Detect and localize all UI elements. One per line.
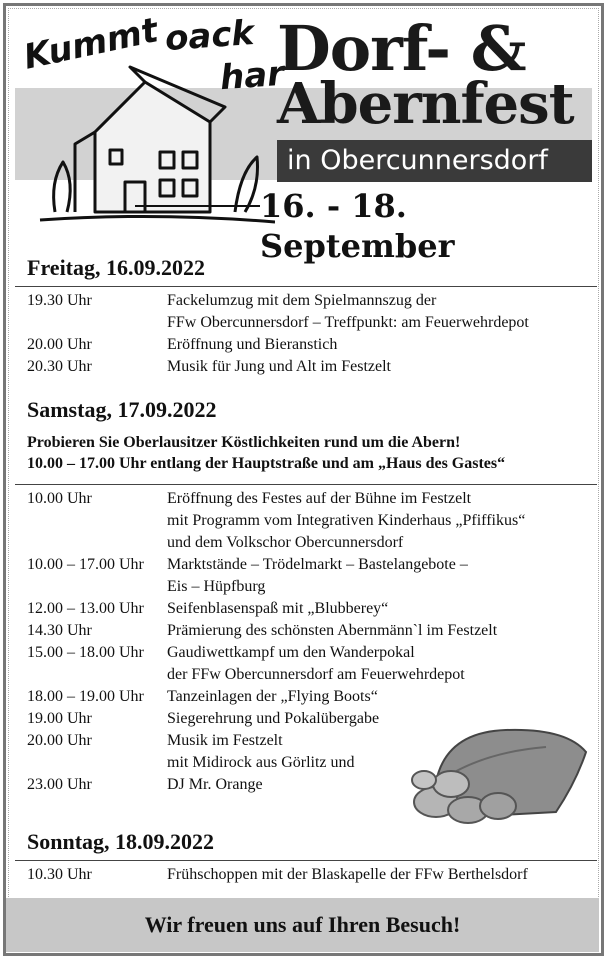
row-text: Tanzeinlagen der „Flying Boots“ xyxy=(167,688,378,705)
date-underline xyxy=(135,205,260,207)
row-text: Fackelumzug mit dem Spielmannszug der xyxy=(167,292,437,309)
row-text: Gaudiwettkampf um den Wanderpokal xyxy=(167,644,415,661)
row-text: FFw Obercunnersdorf – Treffpunkt: am Feuerwehrdepot xyxy=(167,314,529,331)
row-text: Seifenblasenspaß mit „Blubberey“ xyxy=(167,600,389,617)
row-time: 18.00 – 19.00 Uhr xyxy=(27,688,144,705)
motto-word-2: oack xyxy=(163,12,256,60)
festival-dates: 16. - 18. September xyxy=(260,187,455,265)
saturday-divider xyxy=(15,484,597,485)
saturday-intro-line-2: 10.00 – 17.00 Uhr entlang der Hauptstraße und am „Haus des Gastes“ xyxy=(27,455,506,472)
row-text: Prämierung des schönsten Abernmänn`l im Festzelt xyxy=(167,622,498,639)
row-time: 23.00 Uhr xyxy=(27,776,92,793)
saturday-intro-line-1: Probieren Sie Oberlausitzer Köstlichkeiten rund um die Abern! xyxy=(27,434,461,451)
row-text: Musik im Festzelt xyxy=(167,732,283,749)
row-text: Eröffnung des Festes auf der Bühne im Festzelt xyxy=(167,490,472,507)
row-text: der FFw Obercunnersdorf am Feuerwehrdepot xyxy=(167,666,465,683)
row-text: mit Programm vom Integrativen Kinderhaus „Pfiffikus“ xyxy=(167,512,526,529)
footer-banner xyxy=(6,898,599,952)
motto-word-3: har xyxy=(218,53,286,99)
row-text: Eröffnung und Bieranstich xyxy=(167,336,338,353)
fest-title-line-2: Abernfest xyxy=(277,71,574,137)
footer-message: Wir freuen uns auf Ihren Besuch! xyxy=(144,912,461,937)
row-text: und dem Volkschor Obercunnersdorf xyxy=(167,534,404,551)
fest-title-line-1: Dorf- & xyxy=(277,12,526,85)
location-banner: in Obercunnersdorf xyxy=(277,140,592,182)
row-time: 10.30 Uhr xyxy=(27,866,92,883)
potato-sack-illustration xyxy=(406,722,588,827)
row-text: Musik für Jung und Alt im Festzelt xyxy=(167,358,391,375)
row-time: 10.00 Uhr xyxy=(27,490,92,507)
row-time: 20.00 Uhr xyxy=(27,336,92,353)
row-text: Frühschoppen mit der Blaskapelle der FFw Berthelsdorf xyxy=(167,866,528,883)
row-text: Siegerehrung und Pokalübergabe xyxy=(167,710,380,727)
row-text: DJ Mr. Orange xyxy=(167,776,263,793)
row-time: 12.00 – 13.00 Uhr xyxy=(27,600,144,617)
row-text: Marktstände – Trödelmarkt – Bastelangebote – xyxy=(167,556,468,573)
poster-header xyxy=(15,10,592,265)
row-time: 10.00 – 17.00 Uhr xyxy=(27,556,144,573)
row-text: mit Midirock aus Görlitz und xyxy=(167,754,355,771)
friday-divider xyxy=(15,286,597,287)
row-time: 15.00 – 18.00 Uhr xyxy=(27,644,144,661)
row-time: 14.30 Uhr xyxy=(27,622,92,639)
saturday-heading: Samstag, 17.09.2022 xyxy=(27,397,217,422)
sunday-heading: Sonntag, 18.09.2022 xyxy=(27,829,215,854)
row-time: 19.00 Uhr xyxy=(27,710,92,727)
motto-word-1: Kummt xyxy=(20,10,162,78)
friday-heading: Freitag, 16.09.2022 xyxy=(27,255,206,280)
row-text: Eis – Hüpfburg xyxy=(167,578,266,595)
row-time: 20.30 Uhr xyxy=(27,358,92,375)
row-time: 19.30 Uhr xyxy=(27,292,92,309)
row-time: 20.00 Uhr xyxy=(27,732,92,749)
sunday-divider xyxy=(15,860,597,861)
